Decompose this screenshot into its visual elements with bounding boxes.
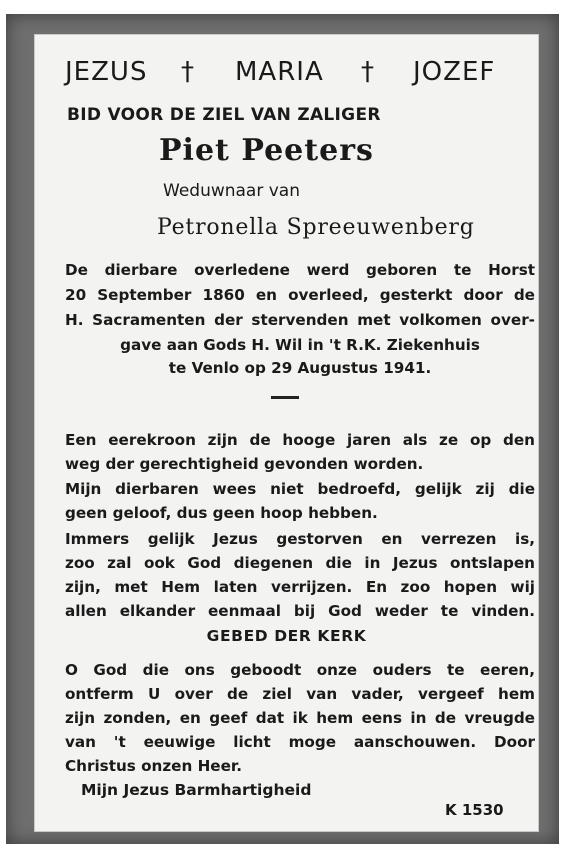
verse-line: zijn, met Hem laten verrijzen. En zoo hopen wij [65,578,535,596]
header-maria: MARIA [235,57,324,87]
closing-invocation: Mijn Jezus Barmhartigheid [81,781,312,799]
verse-line: weg der gerechtigheid gevonden worden. [65,455,424,473]
prayer-line: ontferm U over de ziel van vader, vergeef hem [65,685,535,703]
verse-line: Mijn dierbaren wees niet bedroefd, gelijk zij die [65,480,535,498]
header-jezus: JEZUS [65,57,148,87]
biography-line: De dierbare overledene werd geboren te Horst [65,261,535,279]
prayer-line: Christus onzen Heer. [65,757,242,775]
verse-line: geen geloof, dus geen hoop hebben. [65,504,378,522]
verse-line: zoo zal ook God diegenen die in Jezus ontslapen [65,554,535,572]
verse-line: allen elkander eenmaal bij God weder te vinden. [65,602,535,620]
verse-line: Een eerekroon zijn de hooge jaren als ze op den [65,431,535,449]
header-holy-family [35,57,538,87]
verse-line: Immers gelijk Jezus gestorven en verrezen is, [65,530,535,548]
deceased-name: Piet Peeters [159,133,374,168]
biography-line: te Venlo op 29 Augustus 1941. [168,359,432,377]
prayer-line: O God die ons geboodt onze ouders te eeren, [65,661,535,679]
memorial-card [34,34,539,832]
prayer-request: BID VOOR DE ZIEL VAN ZALIGER [67,105,381,125]
biography-line: H. Sacramenten der stervenden met volkomen over- [65,311,535,329]
cross-icon: † [361,57,375,87]
header-jozef: JOZEF [413,57,496,87]
cross-icon: † [181,57,195,87]
section-divider [271,396,299,399]
biography-line: gave aan Gods H. Wil in 't R.K. Ziekenhuis [120,336,480,354]
church-prayer-title: GEBED DER KERK [206,627,367,645]
card-code: K 1530 [445,801,504,819]
prayer-line: van 't eeuwige licht moge aanschouwen. Door [65,733,535,751]
biography-line: 20 September 1860 en overleed, gesterkt door de [65,286,535,304]
widower-of: Weduwnaar van [163,181,300,201]
prayer-line: zijn zonden, en geef dat ik hem eens in de vreugde [65,709,535,727]
spouse-name: Petronella Spreeuwenberg [157,215,475,240]
